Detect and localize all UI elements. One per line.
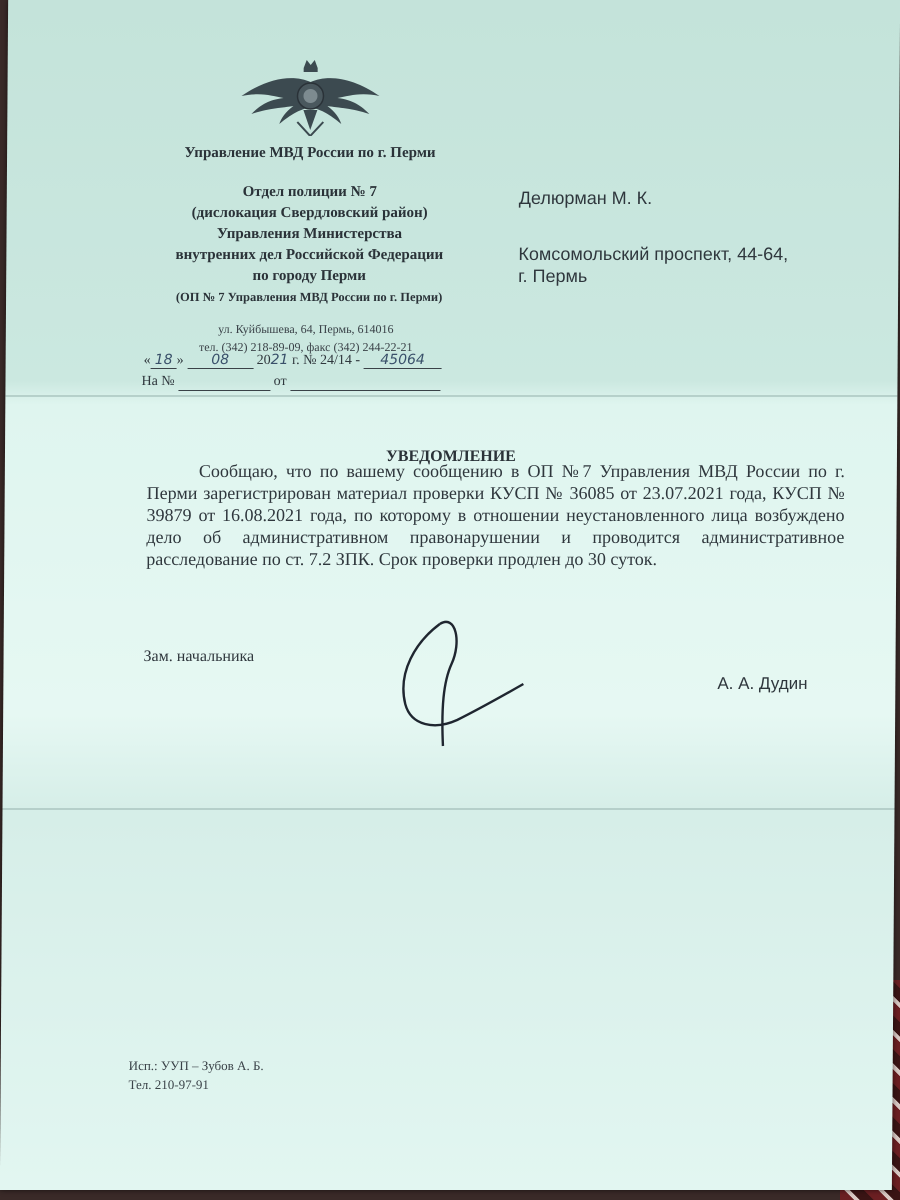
date-day: 18 xyxy=(151,352,177,369)
outgoing-number-prefix: № 24/14 - xyxy=(303,353,361,368)
unit-name xyxy=(136,182,483,308)
signer-position: Зам. начальника xyxy=(143,648,255,665)
unit-abbreviation: (ОП № 7 Управления МВД России по г. Перми) xyxy=(175,290,443,304)
unit-line: Управления Министерства xyxy=(216,226,403,242)
date-year-prefix: 20 xyxy=(256,353,271,368)
date-month: 08 xyxy=(187,352,253,369)
sender-address: ул. Куйбышева, 64, Пермь, 614016 xyxy=(218,322,394,336)
reference-label: На № xyxy=(141,374,175,389)
unit-line: по городу Перми xyxy=(252,268,366,284)
executor-name: Исп.: УУП – Зубов А. Б. xyxy=(128,1058,264,1073)
unit-line: (дислокация Свердловский район) xyxy=(191,205,428,221)
date-year-suffix: 21 xyxy=(270,352,289,368)
recipient-address-line2: г. Пермь xyxy=(518,266,588,286)
executor-phone: Тел. 210-97-91 xyxy=(128,1077,210,1092)
signer-name: А. А. Дудин xyxy=(717,674,808,693)
recipient-name: Делюрман М. К. xyxy=(518,188,653,208)
notice-body: Сообщаю, что по вашему сообщению в ОП №7 Управления МВД России по г. Перми зарегистрирован материал проверки КУСП № 36085 от 23.07.2021 года, КУСП № 39879 от 16.08.2021 года, по которому в отношении неустановленного лица возбуждено дело об административном правонарушении и проводится административное расследование по ст. 7.2 ЗПК. Срок проверки продлен до 30 суток. xyxy=(146,461,845,569)
outgoing-date-number: « 18 » 08 2021 г. № 24/14 - 45064 xyxy=(144,352,442,369)
fold-line xyxy=(2,808,894,810)
reference-from-label: от xyxy=(273,374,287,389)
unit-line: Отдел полиции № 7 xyxy=(242,184,377,200)
reference-number-blank xyxy=(178,374,270,391)
sender-phone: тел. (342) 218-89-09, факс (342) 244-22-21 xyxy=(198,340,413,354)
handwritten-signature xyxy=(395,612,536,752)
mvd-eagle-emblem xyxy=(237,52,384,136)
sender-contacts xyxy=(156,320,456,356)
fold-line xyxy=(5,395,897,397)
outgoing-number: 45064 xyxy=(363,352,441,369)
date-year-word: г. xyxy=(291,353,300,368)
notice-title: УВЕДОМЛЕНИЕ xyxy=(386,448,516,465)
reference-date-blank xyxy=(290,374,440,391)
reference-line xyxy=(141,374,440,391)
unit-line: внутренних дел Российской Федерации xyxy=(175,247,444,263)
issuing-department: Управление МВД России по г. Перми xyxy=(184,145,436,161)
executor-info xyxy=(129,1056,264,1094)
recipient-address-line1: Комсомольский проспект, 44-64, xyxy=(518,244,789,264)
